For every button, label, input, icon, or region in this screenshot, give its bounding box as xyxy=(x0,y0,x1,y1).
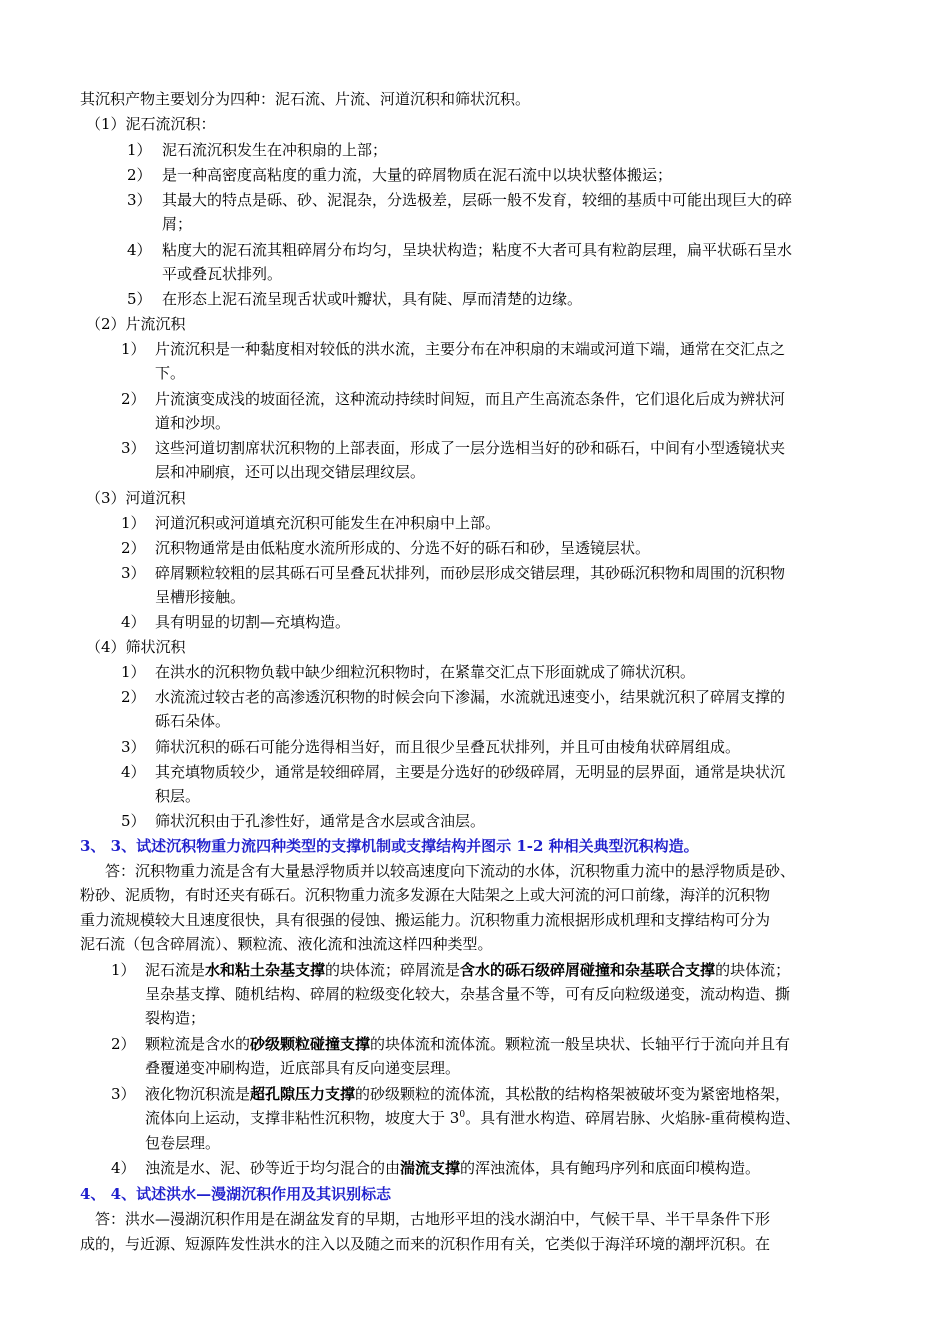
s1-item-num: 4） xyxy=(127,241,152,259)
q4-answer-line: 答：洪水—漫湖沉积作用是在湖盆发育的早期，古地形平坦的浅水湖泊中，气候干旱、半干旱条件下形 xyxy=(95,1210,771,1228)
s1-item-line: 屑； xyxy=(162,215,193,233)
s1-item-line: 平或叠瓦状排列。 xyxy=(162,265,283,283)
s4-item-num: 3） xyxy=(121,738,146,756)
s2-item-line: 下。 xyxy=(155,364,186,382)
s1-item-line: 在形态上泥石流呈现舌状或叶瓣状，具有陡、厚而清楚的边缘。 xyxy=(162,290,583,308)
bold-term: 砂级颗粒碰撞支撑 xyxy=(250,1035,371,1053)
s3-item-num: 3） xyxy=(121,564,146,582)
question-4-heading: 4、 4、试述洪水—漫湖沉积作用及其识别标志 xyxy=(80,1185,392,1203)
intro-text: 其沉积产物主要划分为四种：泥石流、片流、河道沉积和筛状沉积。 xyxy=(80,90,531,108)
text-run: 的块体流； xyxy=(715,961,791,979)
bold-term: 水和粘土杂基支撑 xyxy=(205,961,326,979)
text-run: 的砂级颗粒的流体流，其松散的结构格架被破坏变为紧密地格架， xyxy=(355,1085,791,1103)
q3-item-3-line-2 xyxy=(145,1108,800,1128)
s3-item-line: 呈槽形接触。 xyxy=(155,588,246,606)
s4-item-num: 2） xyxy=(121,688,146,706)
s4-item-line: 筛状沉积由于孔渗性好，通常是含水层或含油层。 xyxy=(155,812,486,830)
s3-item-line: 河道沉积或河道填充沉积可能发生在冲积扇中上部。 xyxy=(155,514,501,532)
s1-item-num: 1） xyxy=(127,141,152,159)
q3-answer-line: 重力流规模较大且速度很快，具有很强的侵蚀、搬运能力。沉积物重力流根据形成机理和支撑结构可分为 xyxy=(80,911,771,929)
s4-item-line: 筛状沉积的砾石可能分选得相当好，而且很少呈叠瓦状排列，并且可由棱角状碎屑组成。 xyxy=(155,738,741,756)
s2-item-line: 片流演变成浅的坡面径流，这种流动持续时间短，而且产生高流态条件，它们退化后成为辨状河 xyxy=(155,390,786,408)
text-run: 。具有泄水构造、碎屑岩脉、火焰脉-重荷模构造、 xyxy=(465,1109,801,1127)
text-run: 液化物沉积流是 xyxy=(145,1085,251,1103)
text-run: 颗粒流是含水的 xyxy=(145,1035,251,1053)
text-run: 的块体流和流体流。颗粒流一般呈块状、长轴平行于流向并且有 xyxy=(370,1035,791,1053)
s3-item-num: 1） xyxy=(121,514,146,532)
q3-item-3-line xyxy=(145,1084,790,1104)
q3-item-1-line xyxy=(145,960,790,980)
s4-item-num: 5） xyxy=(121,812,146,830)
section-2-title: （2）片流沉积 xyxy=(86,315,186,333)
q3-item-num: 4） xyxy=(111,1159,136,1177)
q3-item-3-line-3: 包卷层理。 xyxy=(145,1134,221,1152)
q3-item-num: 3） xyxy=(111,1085,136,1103)
section-4-title: （4）筛状沉积 xyxy=(86,638,186,656)
s2-item-line: 片流沉积是一种黏度相对较低的洪水流，主要分布在冲积扇的末端或河道下端，通常在交汇点之 xyxy=(155,340,786,358)
text-run: 的浑浊流体，具有鲍玛序列和底面印模构造。 xyxy=(460,1159,761,1177)
q3-answer-line: 泥石流（包含碎屑流）、颗粒流、液化流和浊流这样四种类型。 xyxy=(80,935,493,953)
s3-item-num: 4） xyxy=(121,613,146,631)
q3-item-2-line xyxy=(145,1034,790,1054)
s4-item-num: 4） xyxy=(121,763,146,781)
s4-item-line: 水流流过较古老的高渗透沉积物的时候会向下渗漏，水流就迅速变小，结果就沉积了碎屑支撑的 xyxy=(155,688,786,706)
s2-item-num: 1） xyxy=(121,340,146,358)
s2-item-line: 这些河道切割席状沉积物的上部表面，形成了一层分选相当好的砂和砾石，中间有小型透镜状夹 xyxy=(155,439,786,457)
s4-item-line: 其充填物质较少，通常是较细碎屑，主要是分选好的砂级碎屑，无明显的层界面，通常是块状沉 xyxy=(155,763,786,781)
q3-item-4-line xyxy=(145,1158,760,1178)
s1-item-num: 3） xyxy=(127,191,152,209)
s4-item-num: 1） xyxy=(121,663,146,681)
s2-item-num: 3） xyxy=(121,439,146,457)
q3-answer-line: 答：沉积物重力流是含有大量悬浮物质并以较高速度向下流动的水体，沉积物重力流中的悬浮物质是砂、 xyxy=(105,862,796,880)
s3-item-line: 碎屑颗粒较粗的层其砾石可呈叠瓦状排列，而砂层形成交错层理，其砂砾沉积物和周围的沉积物 xyxy=(155,564,786,582)
s2-item-line: 层和冲刷痕，还可以出现交错层理纹层。 xyxy=(155,463,426,481)
s4-item-line: 积层。 xyxy=(155,787,201,805)
s1-item-line: 粘度大的泥石流其粗碎屑分布均匀，呈块状构造；粘度不大者可具有粒韵层理，扁平状砾石呈水 xyxy=(162,241,793,259)
s2-item-num: 2） xyxy=(121,390,146,408)
bold-term: 含水的砾石级碎屑碰撞和杂基联合支撑 xyxy=(460,961,716,979)
q3-item-1-line-3: 裂构造； xyxy=(145,1009,206,1027)
q3-item-2-line-2: 叠覆递变冲刷构造，近底部具有反向递变层理。 xyxy=(145,1059,461,1077)
q3-item-1-line-2: 呈杂基支撑、随机结构、碎屑的粒级变化较大，杂基含量不等，可有反向粒级递变，流动构造、撕 xyxy=(145,985,791,1003)
text-run: 流体向上运动，支撑非粘性沉积物，坡度大于 3 xyxy=(145,1109,460,1127)
q3-answer-line: 粉砂、泥质物，有时还夹有砾石。沉积物重力流多发源在大陆架之上或大河流的河口前缘，海洋的沉积物 xyxy=(80,886,771,904)
s3-item-line: 沉积物通常是由低粘度水流所形成的、分选不好的砾石和砂，呈透镜层状。 xyxy=(155,539,651,557)
degree-superscript: 0 xyxy=(459,1110,466,1120)
s1-item-num: 2） xyxy=(127,166,152,184)
text-run: 泥石流是 xyxy=(145,961,206,979)
section-3-title: （3）河道沉积 xyxy=(86,489,186,507)
s1-item-line: 是一种高密度高粘度的重力流，大量的碎屑物质在泥石流中以块状整体搬运； xyxy=(162,166,673,184)
section-1-title: （1）泥石流沉积： xyxy=(86,115,216,133)
question-3-heading: 3、 3、试述沉积物重力流四种类型的支撑机制或支撑结构并图示 1-2 种相关典型沉积构造。 xyxy=(80,837,699,855)
text-run: 浊流是水、泥、砂等近于均匀混合的由 xyxy=(145,1159,401,1177)
s1-item-num: 5） xyxy=(127,290,152,308)
q3-item-num: 1） xyxy=(111,961,136,979)
s1-item-line: 泥石流沉积发生在冲积扇的上部； xyxy=(162,141,388,159)
s2-item-line: 道和沙坝。 xyxy=(155,414,231,432)
bold-term: 超孔隙压力支撑 xyxy=(250,1085,356,1103)
s1-item-line: 其最大的特点是砾、砂、泥混杂，分选极差，层砾一般不发育，较细的基质中可能出现巨大的碎 xyxy=(162,191,793,209)
s3-item-num: 2） xyxy=(121,539,146,557)
text-run: 的块体流；碎屑流是 xyxy=(325,961,461,979)
s3-item-line: 具有明显的切割—充填构造。 xyxy=(155,613,351,631)
q3-item-num: 2） xyxy=(111,1035,136,1053)
q4-answer-line: 成的，与近源、短源阵发性洪水的注入以及随之而来的沉积作用有关，它类似于海洋环境的潮坪沉积。在 xyxy=(80,1235,771,1253)
bold-term: 湍流支撑 xyxy=(400,1159,461,1177)
s4-item-line: 在洪水的沉积物负载中缺少细粒沉积物时，在紧靠交汇点下形面就成了筛状沉积。 xyxy=(155,663,696,681)
s4-item-line: 砾石朵体。 xyxy=(155,712,231,730)
